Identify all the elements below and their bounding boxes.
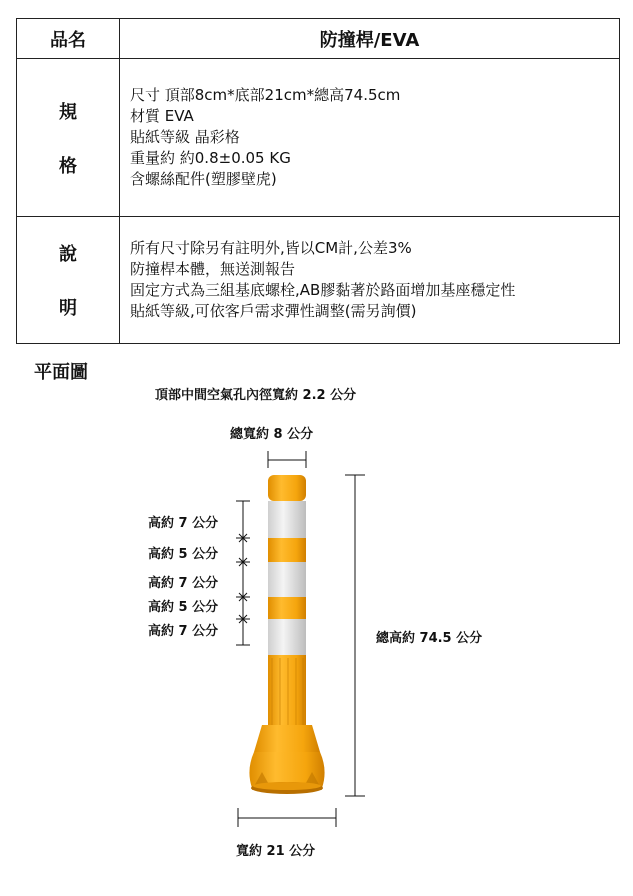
reflective-band-1: [268, 501, 306, 538]
top-width-label: 總寬約 8 公分: [230, 427, 314, 442]
band-height-label-2: 高約 5 公分: [148, 547, 219, 562]
band-height-label-3: 高約 7 公分: [148, 576, 219, 591]
spec-line-weight: 重量約 約0.8±0.05 KG: [130, 149, 291, 167]
total-height-label: 總高約 74.5 公分: [376, 631, 483, 646]
spec-line-sticker: 貼紙等級 晶彩格: [130, 128, 240, 146]
spec-label-char-2: 格: [59, 155, 77, 177]
spec-line-size: 尺寸 頂部8cm*底部21cm*總高74.5cm: [130, 86, 401, 104]
band-height-label-4: 高約 5 公分: [148, 600, 219, 615]
total-height-dimension: [345, 475, 365, 796]
description-label-char-2: 明: [59, 298, 77, 319]
spec-label-char-1: 規: [59, 101, 77, 123]
description-line-tolerance: 所有尺寸除另有註明外,皆以CM計,公差3%: [130, 239, 412, 257]
reflective-band-3: [268, 619, 306, 655]
band-height-label-5: 高約 7 公分: [148, 624, 219, 639]
description-line-mounting: 固定方式為三組基底螺栓,AB膠黏著於路面增加基座穩定性: [130, 281, 516, 299]
base-width-label: 寬約 21 公分: [236, 844, 316, 859]
description-line-report: 防撞桿本體，無送測報告: [130, 260, 296, 278]
description-label-char-1: 說: [59, 244, 77, 265]
product-name-value: 防撞桿/EVA: [120, 19, 620, 59]
top-hole-label: 頂部中間空氣孔內徑寬約 2.2 公分: [155, 388, 357, 403]
top-width-dimension: [268, 451, 306, 468]
base-width-dimension: [238, 808, 336, 827]
plan-title: 平面圖: [34, 362, 88, 383]
spec-line-material: 材質 EVA: [130, 107, 194, 125]
description-line-sticker: 貼紙等級,可依客戶需求彈性調整(需另詢價): [130, 302, 417, 320]
band-height-label-1: 高約 7 公分: [148, 516, 219, 531]
bollard-post: [249, 475, 324, 794]
reflective-band-2: [268, 562, 306, 597]
spec-line-accessory: 含螺絲配件(塑膠壁虎): [130, 170, 277, 188]
product-name-label: 品名: [17, 19, 120, 59]
band-height-dimensions: [236, 501, 250, 645]
